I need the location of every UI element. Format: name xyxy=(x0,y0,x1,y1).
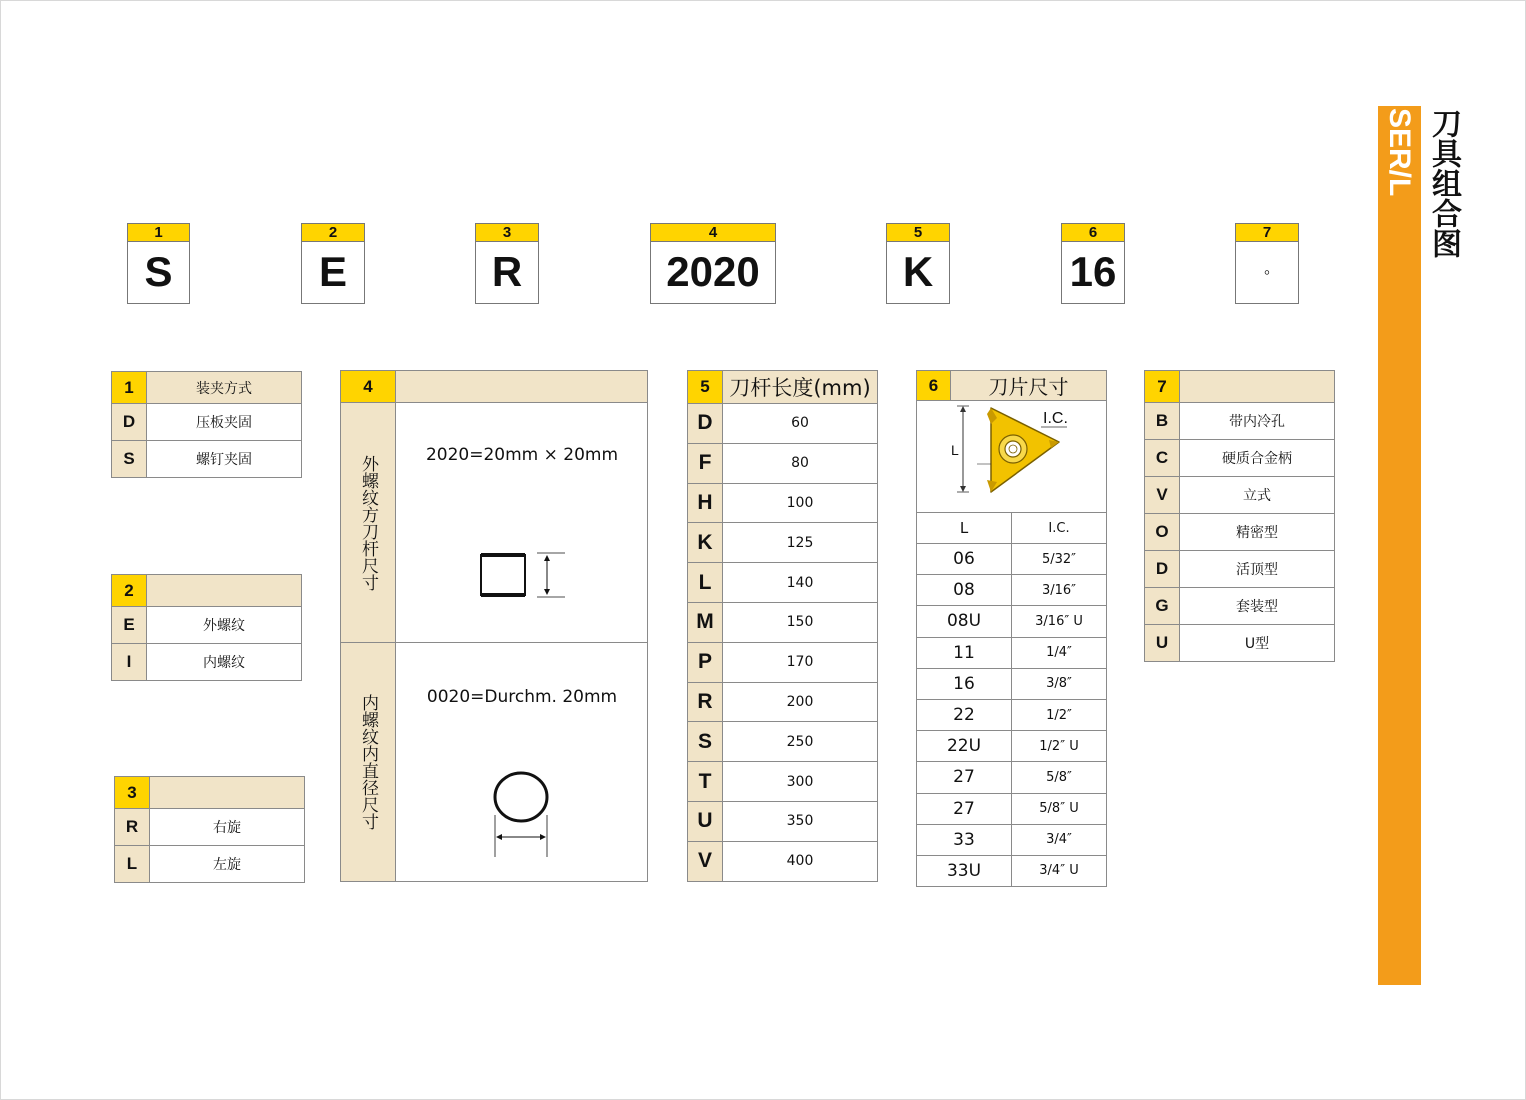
table-header xyxy=(147,575,302,607)
table-header xyxy=(150,777,305,809)
row-value: 350 xyxy=(723,801,878,841)
row-l: 06 xyxy=(917,544,1012,575)
row-text: 立式 xyxy=(1180,477,1335,514)
row-text: 内螺纹 xyxy=(147,644,302,681)
table-clamping xyxy=(111,371,302,478)
row-value: 140 xyxy=(723,563,878,603)
row-value: 250 xyxy=(723,722,878,762)
row-l: 08 xyxy=(917,575,1012,606)
row-text: 硬质合金柄 xyxy=(1180,440,1335,477)
table-header: 刀杆长度(mm) xyxy=(723,371,878,404)
code-box-value: R xyxy=(491,248,523,295)
row-ic: 1/2″ xyxy=(1012,699,1107,730)
row-ic: 3/4″ U xyxy=(1012,855,1107,886)
table-shank-size xyxy=(340,370,648,882)
row-value: 170 xyxy=(723,642,878,682)
side-label-internal: 内螺纹内直径尺寸 xyxy=(341,643,396,881)
table-number: 6 xyxy=(917,371,951,401)
side-band xyxy=(1378,106,1421,985)
code-box-value: 2020 xyxy=(666,248,760,295)
row-text: 套装型 xyxy=(1180,588,1335,625)
row-text: U型 xyxy=(1180,625,1335,662)
row-code: M xyxy=(688,602,723,642)
row-text: 螺钉夹固 xyxy=(147,441,302,478)
table-options xyxy=(1144,370,1335,662)
row-ic: 1/4″ xyxy=(1012,637,1107,668)
table-header: 刀片尺寸 xyxy=(951,371,1107,401)
table-number: 1 xyxy=(112,372,147,404)
row-l: 33U xyxy=(917,855,1012,886)
table-thread-type xyxy=(111,574,302,681)
row-code: I xyxy=(112,644,147,681)
table-number: 5 xyxy=(688,371,723,404)
code-box-number: 1 xyxy=(128,224,189,242)
table-number: 3 xyxy=(115,777,150,809)
row-ic: 3/16″ U xyxy=(1012,606,1107,637)
row-value: 300 xyxy=(723,762,878,802)
row-code: K xyxy=(688,523,723,563)
row-text: 外螺纹 xyxy=(147,607,302,644)
code-box-value: 16 xyxy=(1069,248,1117,295)
row-l: 33 xyxy=(917,824,1012,855)
row-value: 100 xyxy=(723,483,878,523)
code-box-6 xyxy=(1061,223,1125,304)
row-ic: 5/32″ xyxy=(1012,544,1107,575)
table-number: 7 xyxy=(1145,371,1180,403)
row-ic: 5/8″ U xyxy=(1012,793,1107,824)
table-header: 装夹方式 xyxy=(147,372,302,404)
row-code: O xyxy=(1145,514,1180,551)
row-code: L xyxy=(688,563,723,603)
section-desc-external: 2020=20mm × 20mm xyxy=(425,445,619,465)
row-code: D xyxy=(1145,551,1180,588)
code-box-number: 5 xyxy=(887,224,949,242)
code-box-value: K xyxy=(902,248,934,295)
code-box-value: E xyxy=(318,248,347,295)
row-value: 200 xyxy=(723,682,878,722)
row-code: F xyxy=(688,443,723,483)
section-desc-internal: 0020=Durchm. 20mm xyxy=(426,687,618,707)
row-text: 活顶型 xyxy=(1180,551,1335,588)
thread-insert-icon xyxy=(917,394,1104,504)
row-ic: 1/2″ U xyxy=(1012,731,1107,762)
row-value: 150 xyxy=(723,602,878,642)
code-box-5 xyxy=(886,223,950,304)
code-box-number: 7 xyxy=(1236,224,1298,242)
code-box-number: 4 xyxy=(651,224,775,242)
row-code: E xyxy=(112,607,147,644)
code-box-3 xyxy=(475,223,539,304)
row-code: V xyxy=(688,841,723,881)
row-l: 27 xyxy=(917,762,1012,793)
row-code: C xyxy=(1145,440,1180,477)
row-ic: 3/4″ xyxy=(1012,824,1107,855)
dim-l-label: L xyxy=(951,442,959,458)
row-ic: 3/8″ xyxy=(1012,668,1107,699)
row-code: T xyxy=(688,762,723,802)
dim-ic-label: I.C. xyxy=(1043,410,1068,427)
table-number: 2 xyxy=(112,575,147,607)
code-box-value: ◦ xyxy=(1263,262,1271,282)
row-code: L xyxy=(115,846,150,883)
row-text: 精密型 xyxy=(1180,514,1335,551)
row-value: 125 xyxy=(723,523,878,563)
row-text: 压板夹固 xyxy=(147,404,302,441)
row-l: 27 xyxy=(917,793,1012,824)
table-number: 4 xyxy=(341,371,396,402)
row-l: 22 xyxy=(917,699,1012,730)
row-text: 带内冷孔 xyxy=(1180,403,1335,440)
row-ic: 5/8″ xyxy=(1012,762,1107,793)
row-value: 60 xyxy=(723,404,878,444)
row-code: P xyxy=(688,642,723,682)
table-hand xyxy=(114,776,305,883)
row-code: D xyxy=(688,404,723,444)
row-l: 16 xyxy=(917,668,1012,699)
page-title: 刀具组合图 xyxy=(1426,108,1461,258)
row-code: U xyxy=(1145,625,1180,662)
row-code: G xyxy=(1145,588,1180,625)
row-text: 右旋 xyxy=(150,809,305,846)
code-box-number: 2 xyxy=(302,224,364,242)
code-box-value: S xyxy=(144,248,173,295)
code-box-7 xyxy=(1235,223,1299,304)
series-label: SER/L xyxy=(1383,108,1416,197)
col-header-l: L xyxy=(917,513,1012,544)
col-header-ic: I.C. xyxy=(1012,513,1107,544)
row-text: 左旋 xyxy=(150,846,305,883)
side-label-external: 外螺纹方刀杆尺寸 xyxy=(341,403,396,642)
row-code: B xyxy=(1145,403,1180,440)
row-code: V xyxy=(1145,477,1180,514)
code-box-number: 3 xyxy=(476,224,538,242)
row-value: 400 xyxy=(723,841,878,881)
row-code: D xyxy=(112,404,147,441)
code-box-4 xyxy=(650,223,776,304)
row-code: U xyxy=(688,801,723,841)
table-shank-length xyxy=(687,370,878,882)
round-shank-icon xyxy=(487,765,557,859)
square-shank-icon xyxy=(471,547,571,603)
row-code: R xyxy=(115,809,150,846)
row-code: H xyxy=(688,483,723,523)
row-code: S xyxy=(112,441,147,478)
code-box-2 xyxy=(301,223,365,304)
row-l: 11 xyxy=(917,637,1012,668)
code-box-number: 6 xyxy=(1062,224,1124,242)
table-header xyxy=(1180,371,1335,403)
row-code: R xyxy=(688,682,723,722)
code-box-1 xyxy=(127,223,190,304)
row-value: 80 xyxy=(723,443,878,483)
row-ic: 3/16″ xyxy=(1012,575,1107,606)
row-code: S xyxy=(688,722,723,762)
row-l: 08U xyxy=(917,606,1012,637)
row-l: 22U xyxy=(917,731,1012,762)
